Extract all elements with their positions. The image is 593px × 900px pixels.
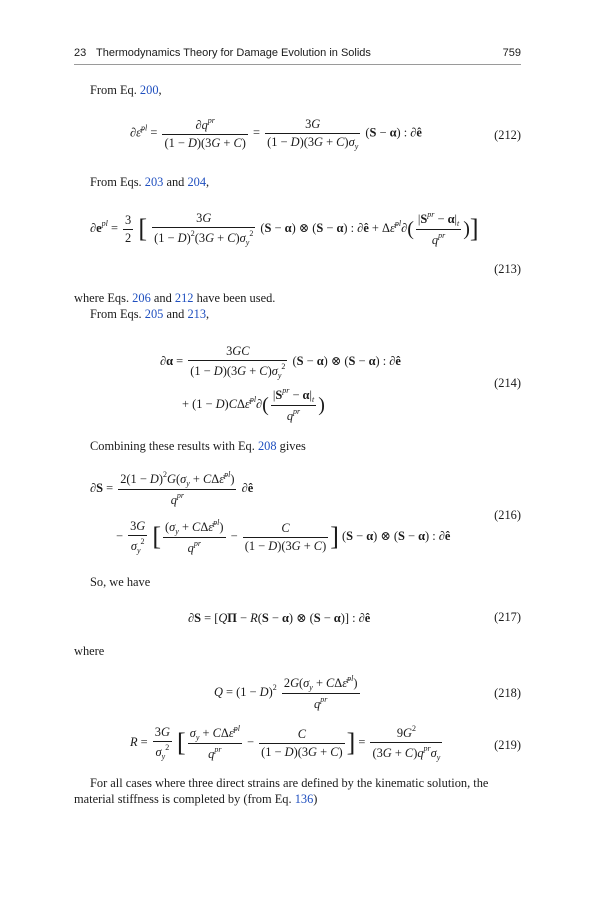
paragraph-where: where (74, 644, 105, 658)
chapter-number: 23 (74, 47, 87, 59)
paragraph-from-eq-200: From Eq. 200, (90, 83, 162, 97)
equation-number-214: (214) (494, 376, 521, 390)
equation-217: ∂S = [QΠ − R(S − α) ⊗ (S − α)] : ∂ê (188, 611, 371, 625)
paragraph-final: For all cases where three direct strains are defined by the kinematic solution, the material stiffness is completed by (from Eq. 136) (74, 776, 489, 806)
equation-number-213: (213) (494, 262, 521, 276)
eq-ref-203[interactable]: 203 (144, 175, 164, 189)
equation-number-218: (218) (494, 686, 521, 700)
paragraph-where-eqs-206-212: where Eqs. 206 and 212 have been used. (74, 291, 276, 305)
chapter-title: Thermodynamics Theory for Damage Evolution in Solids (96, 47, 371, 59)
eq-ref-204[interactable]: 204 (187, 175, 207, 189)
equation-214-line1: ∂α = $\frac{3GC}{(1 - D)(3G + C)\sigma_y^2}$ (S − α) ⊗ (S − α) : ∂ê (160, 344, 401, 380)
equation-number-212: (212) (494, 128, 521, 142)
paragraph-combining: Combining these results with Eq. 208 gives (90, 439, 306, 453)
eq-ref-208[interactable]: 208 (257, 439, 277, 453)
equation-number-219: (219) (494, 738, 521, 752)
eq-ref-136[interactable]: 136 (294, 792, 314, 806)
paragraph-from-eqs-203-204: From Eqs. 203 and 204, (90, 175, 210, 189)
eq-ref-200[interactable]: 200 (139, 83, 159, 97)
equation-number-217: (217) (494, 610, 521, 624)
eq-ref-213[interactable]: 213 (187, 307, 207, 321)
paragraph-from-eqs-205-213: From Eqs. 205 and 213, (90, 307, 210, 321)
equation-214-line2: + (1 − D)CΔε̄$^{pl}$∂( $\frac{|S^{pr} - \alpha|_t}{q^{pr}}$ ) (182, 386, 325, 423)
equation-218: $Q = (1 - D)^2$ $\frac{2G(\sigma_y + C\Delta\varepsilon̄^{pl})}{q^{pr}}$ (214, 674, 358, 711)
eq-ref-206[interactable]: 206 (132, 291, 151, 305)
equation-216-line1: ∂S = $\frac{2(1 - D)^2G(\sigma_y + C\Delta\varepsilon̄^{pl})}{q^{pr}}$ ∂ê (90, 470, 254, 507)
eq-ref-212[interactable]: 212 (174, 291, 194, 305)
paragraph-so-we-have: So, we have (90, 575, 151, 589)
page-number: 759 (502, 47, 521, 59)
equation-number-216: (216) (494, 508, 521, 522)
equation-212: ∂ε̄$^{pl}$ = $\frac{\partial q^{pr}}{(1 - D)(3G + C)}$ = $\frac{3G}{(1 - D)(3G + C)\sigma_y}$ (S − α) : ∂ê (130, 116, 422, 151)
equation-219: R = $\frac{3G}{\sigma_y^2}$ [ $\frac{\sigma_y + C\Delta\varepsilon̄^{pl}}{q^{pr}}$ − $\frac{C}{(1 - D)(3G + C)}$ ] = $\frac{9G^2}{(3G + C)q^{pr}\sigma_y}$ (130, 724, 441, 762)
running-header (74, 44, 521, 65)
equation-213: $\partial e^{pl}$ = $\frac{3}{2}$ [ $\frac{3G}{(1 - D)^2(3G + C)\sigma_y^2}$ (S − α) ⊗ (S − α) : ∂ê + Δε̄$^{pl}$∂( $\frac{|S^{pr} - \alpha|_t}{q^{pr}}$ )] (90, 210, 479, 247)
equation-216-line2: − $\frac{3G}{\sigma_y^2}$ [ $\frac{(\sigma_y + C\Delta\varepsilon̄^{pl})}{q^{pr}}$ − $\frac{C}{(1 - D)(3G + C)}$ ] (S − α) ⊗ (S − α) : ∂ê (116, 518, 451, 555)
eq-ref-205[interactable]: 205 (144, 307, 164, 321)
